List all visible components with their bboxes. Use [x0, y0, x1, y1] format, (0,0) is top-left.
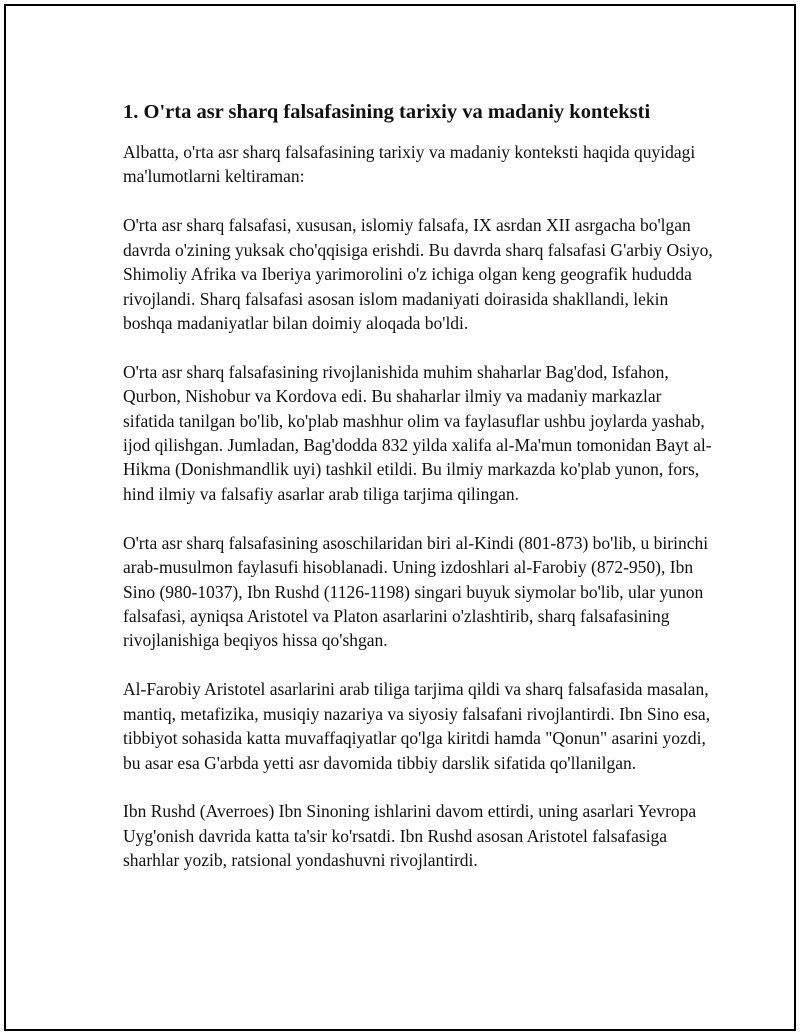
document-body — [123, 98, 713, 897]
paragraph-farobiy-ibn-sino: Al-Farobiy Aristotel asarlarini arab tiliga tarjima qildi va sharq falsafasida masalan, mantiq, metafizika, musiqiy nazariya va siyosiy falsafani rivojlantirdi. Ibn Sino esa, tibbiyot sohasida katta muvaffaqiyatlar qo'lga kiritdi hamda "Qonun" asarini yozdi, bu asar esa G'arbda yetti asr davomida tibbiy darslik sifatida qo'llanilgan. — [123, 679, 711, 773]
paragraph-overview: O'rta asr sharq falsafasi, xususan, islomiy falsafa, IX asrdan XII asrgacha bo'lgan davrda o'zining yuksak cho'qqisiga erishdi. Bu davrda sharq falsafasi G'arbiy Osiyo, Shimoliy Afrika va Iberiya yarimorolini o'z ichiga olgan keng geografik hududda rivojlandi. Sharq falsafasi asosan islom madaniyati doirasida shakllandi, lekin boshqa madaniyatlar bilan doimiy aloqada bo'ldi. — [123, 215, 713, 333]
page-frame — [4, 4, 796, 1031]
section-heading: 1. O'rta asr sharq falsafasining tarixiy va madaniy konteksti — [123, 101, 651, 123]
paragraph-intro: Albatta, o'rta asr sharq falsafasining tarixiy va madaniy konteksti haqida quyidagi ma'lumotlarni keltiraman: — [123, 142, 696, 187]
paragraph-cities: O'rta asr sharq falsafasining rivojlanishida muhim shaharlar Bag'dod, Isfahon, Qurbon, Nishobur va Kordova edi. Bu shaharlar ilmiy va madaniy markazlar sifatida tanilgan bo'lib, ko'plab mashhur olim va faylasuflar ushbu joylarda yashab, ijod qilishgan. Jumladan, Bag'dodda 832 yilda xalifa al-Ma'mun tomonidan Bayt al-Hikma (Donishmandlik uyi) tashkil etildi. Bu ilmiy markazda ko'plab yunon, fors, hind ilmiy va falsafiy asarlar arab tiliga tarjima qilingan. — [123, 361, 712, 504]
paragraph-ibn-rushd: Ibn Rushd (Averroes) Ibn Sinoning ishlarini davom ettirdi, uning asarlari Yevropa Uyg'onish davrida katta ta'sir ko'rsatdi. Ibn Rushd asosan Aristotel falsafasiga sharhlar yozib, ratsional yondashuvni rivojlantirdi. — [123, 801, 697, 871]
paragraph-founders: O'rta asr sharq falsafasining asoschilaridan biri al-Kindi (801-873) bo'lib, u birinchi arab-musulmon faylasufi hisoblanadi. Uning izdoshlari al-Farobiy (872-950), Ibn Sino (980-1037), Ibn Rushd (1126-1198) singari buyuk siymolar bo'lib, ular yunon falsafasi, ayniqsa Aristotel va Platon asarlarini o'zlashtirib, sharq falsafasining rivojlanishiga beqiyos hissa qo'shgan. — [123, 532, 709, 651]
